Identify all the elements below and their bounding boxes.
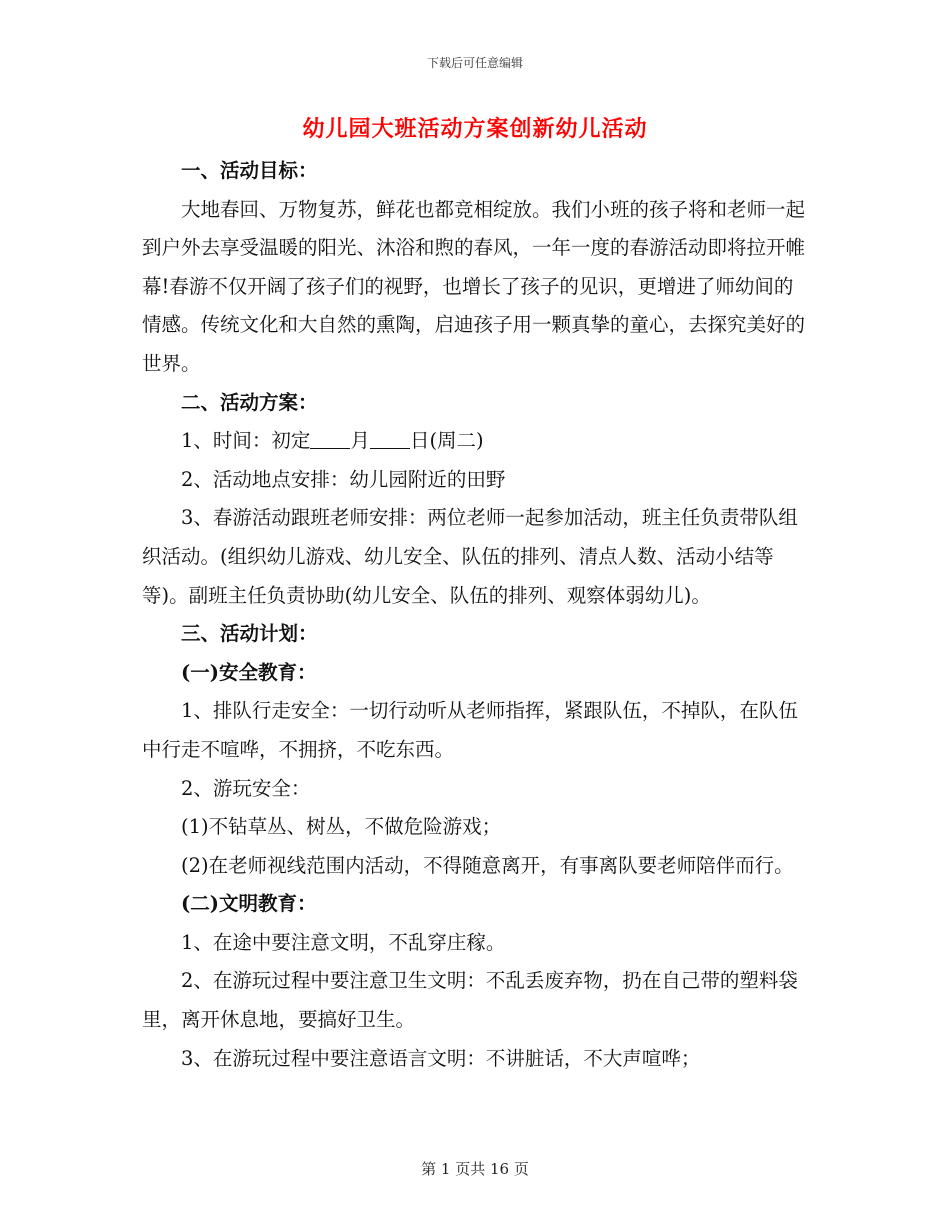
page-footer-number: 第 1 页共 16 页: [421, 1160, 529, 1178]
section-heading-plan: 二、活动方案：: [181, 390, 318, 414]
safety-subitem-2: (2)在老师视线范围内活动，不得随意离开，有事离队要老师陪伴而行。: [181, 853, 794, 877]
page-header-note: 下载后可任意编辑: [426, 56, 523, 70]
time-prefix: 1、时间：初定: [181, 429, 311, 453]
safety-subitem-1: (1)不钻草丛、树丛，不做危险游戏；: [181, 815, 502, 839]
document-body: [142, 152, 810, 1078]
safety-item-1: 1、排队行走安全：一切行动听从老师指挥，紧跟队伍，不掉队，在队伍中行走不喧哗，不拥挤，不吃东西。: [142, 699, 798, 761]
civility-item-1: 1、在途中要注意文明，不乱穿庄稼。: [181, 930, 506, 954]
civility-item-3: 3、在游玩过程中要注意语言文明：不讲脏话，不大声喧哗；: [181, 1046, 701, 1070]
section-heading-goals: 一、活动目标：: [181, 159, 318, 182]
place-item: 2、活动地点安排：幼儿园附近的田野: [181, 467, 506, 491]
section-heading-schedule: 三、活动计划：: [181, 622, 318, 646]
subheading-safety: (一)安全教育：: [181, 660, 317, 684]
goals-paragraph: 大地春回、万物复苏，鲜花也都竞相绽放。我们小班的孩子将和老师一起到户外去享受温暖的阳光、沐浴和煦的春风，一年一度的春游活动即将拉开帷幕!春游不仅开阔了孩子们的视野，也增长了孩子的见识，更增进了师幼间的情感。传统文化和大自然的熏陶，启迪孩子用一颗真挚的童心，去探究美好的世界。: [142, 197, 806, 375]
document-title: 幼儿园大班活动方案创新幼儿活动: [302, 116, 648, 142]
day-blank: [370, 429, 410, 450]
time-item: [142, 422, 810, 461]
subheading-civility: (二)文明教育：: [181, 892, 317, 916]
safety-item-2: 2、游玩安全：: [181, 776, 311, 800]
civility-item-2: 2、在游玩过程中要注意卫生文明：不乱丢废弃物，扔在自己带的塑料袋里，离开休息地，要搞好卫生。: [142, 969, 798, 1032]
time-day: 日(周二): [409, 429, 484, 453]
teacher-item: 3、春游活动跟班老师安排：两位老师一起参加活动，班主任负责带队组织活动。(组织幼儿游戏、幼儿安全、队伍的排列、清点人数、活动小结等等)。副班主任负责协助(幼儿安全、队伍的排列、观察体弱幼儿)。: [142, 506, 798, 607]
time-month: 月: [350, 429, 370, 453]
month-blank: [310, 429, 350, 450]
